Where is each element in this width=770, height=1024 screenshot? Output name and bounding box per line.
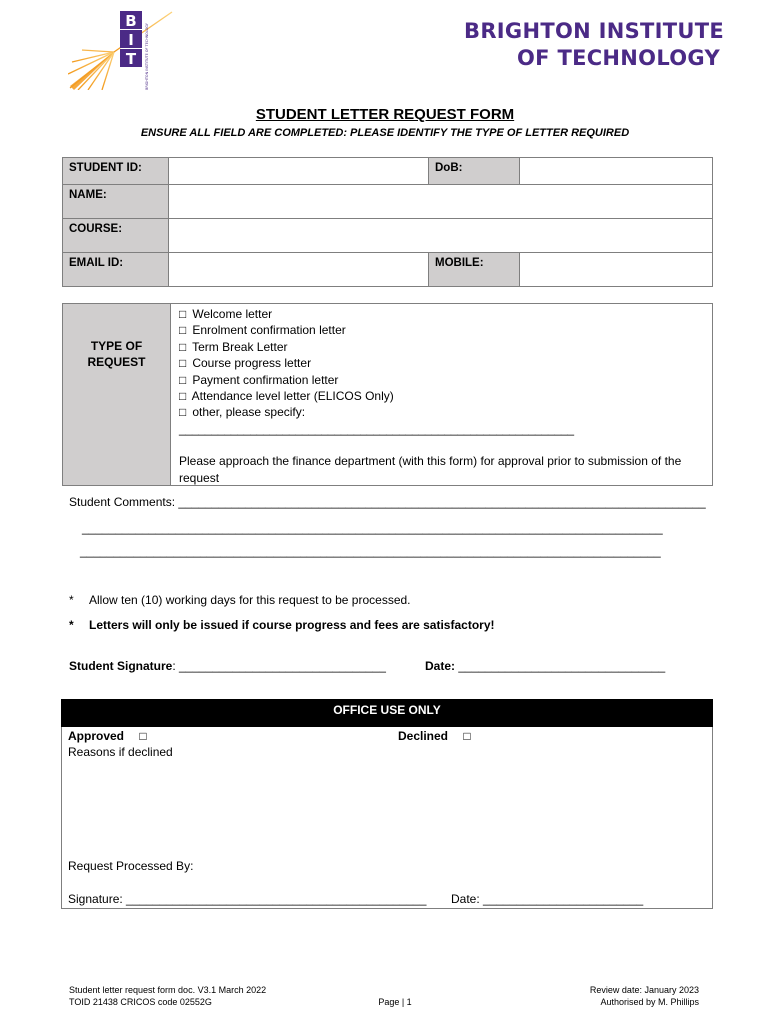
checkbox-icon[interactable]: □ bbox=[179, 323, 187, 338]
office-date[interactable] bbox=[451, 892, 643, 906]
student-signature[interactable] bbox=[69, 659, 386, 673]
type-of-request-label-line1: TYPE OF bbox=[90, 339, 143, 353]
declined-label: Declined bbox=[398, 729, 449, 743]
logo-letter-b: B bbox=[125, 12, 137, 30]
logo-letter-i: I bbox=[128, 31, 134, 49]
declined-option[interactable] bbox=[398, 729, 471, 743]
note-processing-time-text: Allow ten (10) working days for this request to be processed. bbox=[89, 593, 411, 607]
footer-authorised-by: Authorised by M. Phillips bbox=[600, 997, 699, 1007]
comments-line-1[interactable]: _______________________________________________________________________________ bbox=[178, 495, 706, 509]
student-comments[interactable] bbox=[69, 495, 706, 509]
option-label: Payment confirmation letter bbox=[192, 372, 339, 387]
institute-name-line2: OF TECHNOLOGY bbox=[517, 46, 720, 70]
signature-date-line[interactable]: _______________________________ bbox=[458, 659, 666, 673]
dob-label: DoB: bbox=[428, 157, 520, 185]
checkbox-icon[interactable]: □ bbox=[179, 356, 187, 371]
type-of-request-label bbox=[62, 303, 171, 486]
type-of-request-label-line2: REQUEST bbox=[87, 355, 146, 369]
student-id-field[interactable] bbox=[168, 157, 429, 185]
office-date-label: Date: bbox=[451, 892, 484, 906]
office-signature-label: Signature: bbox=[68, 892, 127, 906]
signature-date-label: Date: bbox=[425, 659, 459, 673]
option-welcome-letter[interactable] bbox=[179, 306, 712, 322]
option-label: other, please specify: bbox=[192, 405, 306, 420]
option-label: Term Break Letter bbox=[192, 339, 288, 354]
option-label: Course progress letter bbox=[192, 356, 312, 371]
course-label: COURSE: bbox=[62, 218, 169, 253]
checkbox-icon[interactable]: □ bbox=[179, 405, 187, 420]
request-options bbox=[170, 303, 713, 486]
mobile-field[interactable] bbox=[519, 252, 713, 287]
office-signature-line[interactable]: _____________________________________________ bbox=[126, 892, 427, 906]
checkbox-icon[interactable]: □ bbox=[179, 339, 187, 354]
office-signature[interactable] bbox=[68, 892, 426, 906]
footer-doc-version: Student letter request form doc. V3.1 March 2022 bbox=[69, 985, 267, 995]
footer-review-date: Review date: January 2023 bbox=[589, 985, 699, 995]
form-title: STUDENT LETTER REQUEST FORM bbox=[255, 106, 515, 123]
note-issuance-condition-text: Letters will only be issued if course progress and fees are satisfactory! bbox=[89, 618, 495, 632]
checkbox-icon[interactable]: □ bbox=[179, 372, 187, 387]
student-comments-label: Student Comments: bbox=[69, 495, 179, 509]
option-enrolment-confirmation[interactable] bbox=[179, 322, 712, 338]
option-course-progress[interactable] bbox=[179, 355, 712, 371]
checkbox-icon[interactable]: □ bbox=[179, 389, 187, 404]
footer-page-number: Page | 1 bbox=[378, 997, 412, 1007]
name-label: NAME: bbox=[62, 184, 169, 219]
mobile-label: MOBILE: bbox=[428, 252, 520, 287]
checkbox-icon[interactable]: □ bbox=[179, 307, 187, 321]
comments-line-2[interactable]: _______________________________________________________________________________________ bbox=[82, 521, 663, 535]
logo-vertical-text: BRIGHTON INSTITUTE OF TECHNOLOGY bbox=[145, 23, 149, 90]
signature-date[interactable] bbox=[425, 659, 665, 673]
student-id-label: STUDENT ID: bbox=[62, 157, 169, 185]
note-bullet: * bbox=[69, 618, 74, 632]
note-issuance-condition bbox=[69, 618, 495, 632]
form-subtitle: ENSURE ALL FIELD ARE COMPLETED: PLEASE IDENTIFY THE TYPE OF LETTER REQUIRED bbox=[140, 127, 630, 139]
option-label: Enrolment confirmation letter bbox=[192, 323, 346, 338]
approved-label: Approved bbox=[68, 729, 125, 743]
approved-checkbox-icon[interactable]: □ bbox=[139, 729, 147, 743]
option-payment-confirmation[interactable] bbox=[179, 372, 712, 388]
option-label: Welcome letter bbox=[192, 307, 273, 321]
name-field[interactable] bbox=[168, 184, 713, 219]
reasons-if-declined-label: Reasons if declined bbox=[68, 745, 173, 759]
institute-name bbox=[464, 18, 724, 72]
student-signature-line[interactable]: : _______________________________ bbox=[172, 659, 386, 673]
footer-toid-cricos: TOID 21438 CRICOS code 02552G bbox=[69, 997, 212, 1007]
office-use-header: OFFICE USE ONLY bbox=[61, 699, 713, 727]
institute-name-line1: BRIGHTON INSTITUTE bbox=[464, 19, 724, 43]
student-signature-label: Student Signature bbox=[69, 659, 173, 673]
course-field[interactable] bbox=[168, 218, 713, 253]
finance-approval-note: Please approach the finance department (with this form) for approval prior to submission of the request bbox=[179, 454, 682, 485]
dob-field[interactable] bbox=[519, 157, 713, 185]
footer-review-info bbox=[590, 984, 699, 1008]
declined-checkbox-icon[interactable]: □ bbox=[463, 729, 471, 743]
note-bullet: * bbox=[69, 593, 74, 607]
office-date-line[interactable]: ________________________ bbox=[483, 892, 644, 906]
email-label: EMAIL ID: bbox=[62, 252, 169, 287]
email-field[interactable] bbox=[168, 252, 429, 287]
option-label: Attendance level letter (ELICOS Only) bbox=[191, 389, 394, 404]
note-processing-time bbox=[69, 593, 411, 607]
request-processed-by-label: Request Processed By: bbox=[68, 859, 194, 873]
institute-logo bbox=[68, 10, 174, 90]
other-specify-line[interactable]: _____________________________________________________________ bbox=[179, 421, 574, 436]
option-attendance-level[interactable] bbox=[179, 388, 712, 404]
option-term-break[interactable] bbox=[179, 339, 712, 355]
approved-option[interactable] bbox=[68, 729, 147, 743]
comments-line-3[interactable]: _______________________________________________________________________________________ bbox=[80, 544, 661, 558]
option-other[interactable] bbox=[179, 404, 712, 420]
logo-letter-t: T bbox=[125, 50, 137, 68]
